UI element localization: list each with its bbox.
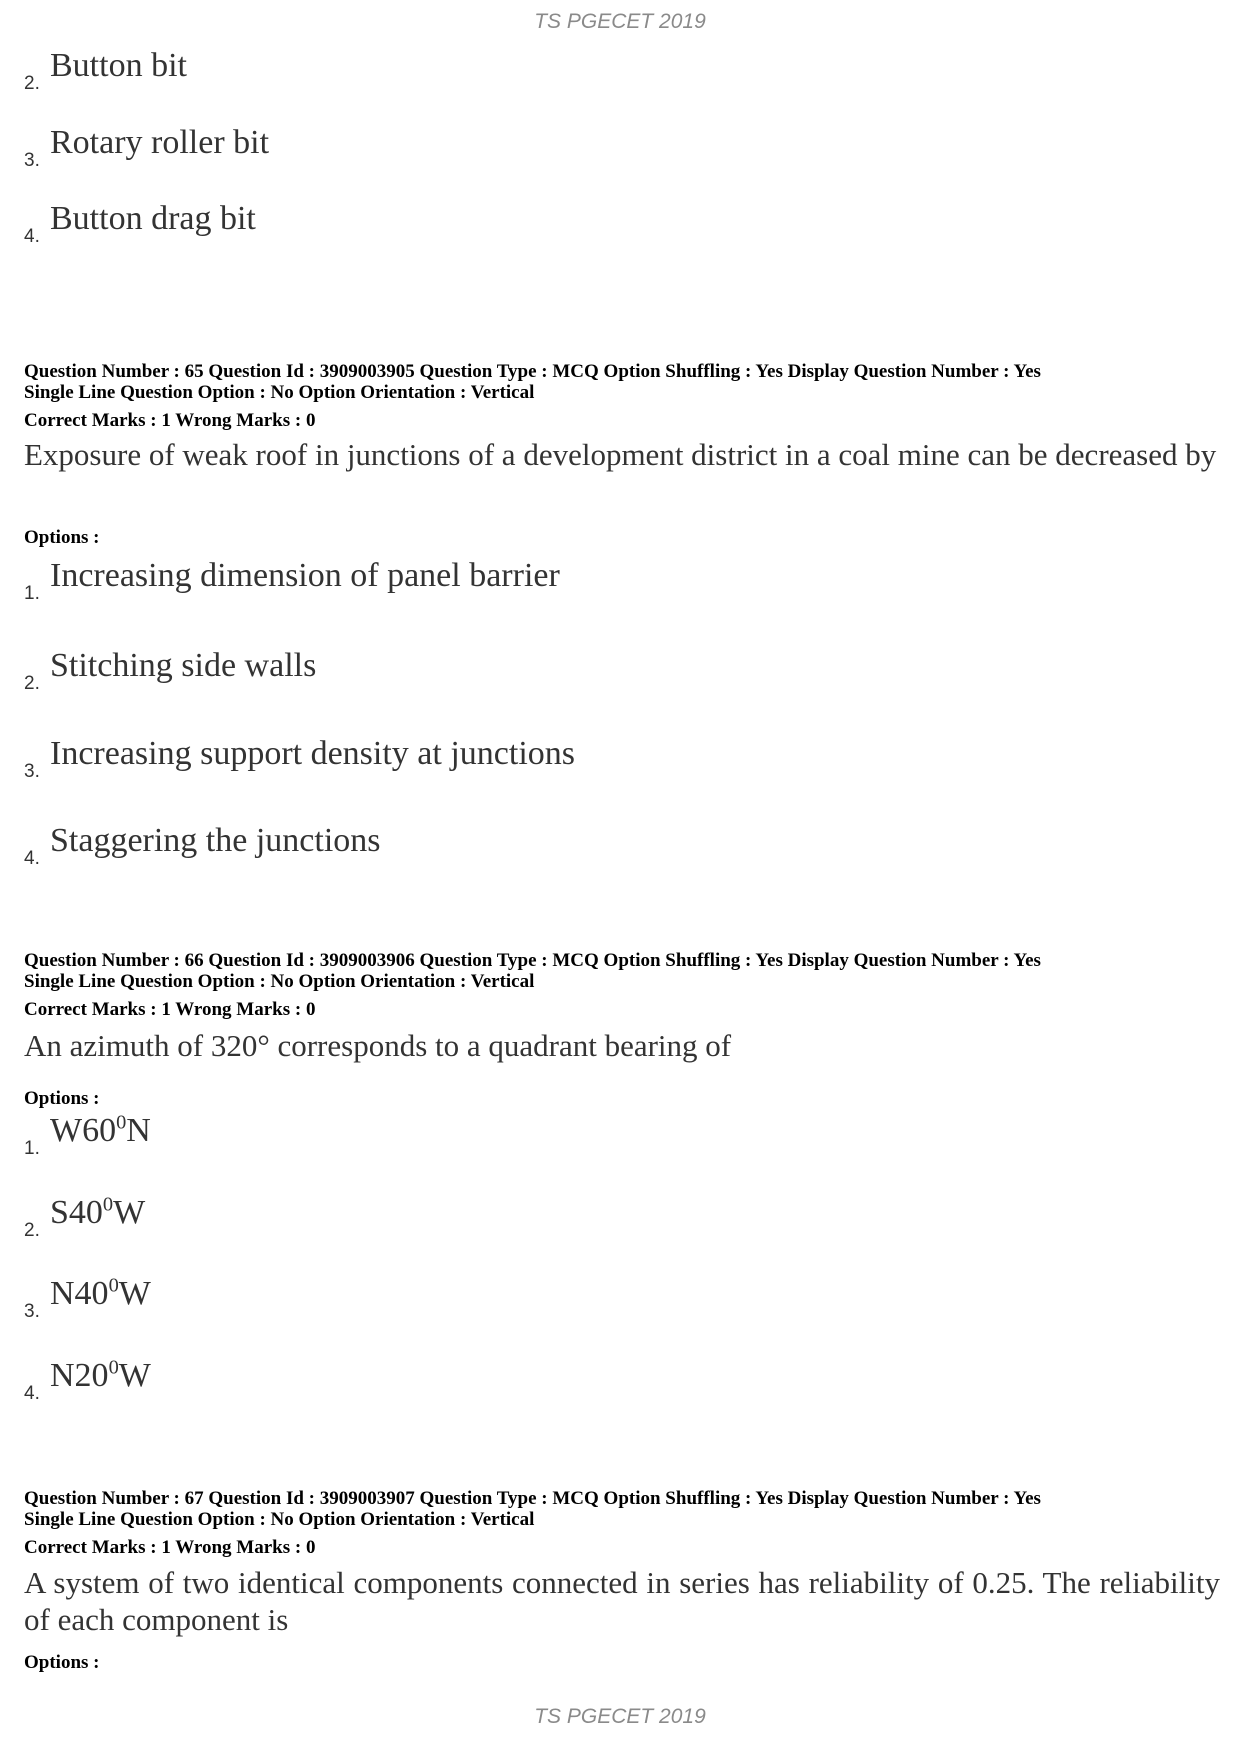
options-label: Options : [24,1652,100,1673]
option-text: $N20^0W$ [50,1356,151,1394]
option-number: 3. [24,150,40,171]
question-marks: Correct Marks : 1 Wrong Marks : 0 [24,410,316,431]
option-number: 3. [24,761,40,782]
question-text: An azimuth of 320° corresponds to a quadrant bearing of [24,1028,732,1063]
option-text: Rotary roller bit [50,124,270,161]
option-number: 3. [24,1301,40,1322]
option-text: $W60^0N$ [50,1111,151,1149]
question-text: Exposure of weak roof in junctions of a development district in a coal mine can be decreased by [24,437,1217,472]
option-text: $S40^0W$ [50,1193,146,1231]
options-label: Options : [24,527,100,548]
option-text: $N40^0W$ [50,1274,151,1312]
option-text: Increasing support density at junctions [50,735,576,772]
page-header: TS PGECET 2019 [534,10,706,33]
option-number: 1. [24,1138,40,1159]
option-number: 1. [24,583,40,604]
question-meta-line: Question Number : 66 Question Id : 3909003906 Question Type : MCQ Option Shuffling : Yes Display Question Number : Yes [24,950,1041,971]
option-number: 4. [24,848,40,869]
page-footer: TS PGECET 2019 [534,1705,706,1728]
option-number: 4. [24,1383,40,1404]
option-text: Staggering the junctions [50,822,381,859]
question-meta-line: Single Line Question Option : No Option Orientation : Vertical [24,1509,535,1530]
question-meta [24,361,1224,403]
option-text: Button bit [50,47,187,84]
option-number: 2. [24,673,40,694]
options-label: Options : [24,1088,100,1109]
option-number: 2. [24,1220,40,1241]
question-meta-line: Single Line Question Option : No Option Orientation : Vertical [24,971,535,992]
option-text: Stitching side walls [50,647,317,684]
question-meta [24,1488,1224,1530]
question-text: A system of two identical components connected in series has reliability of 0.25. The reliability of each component is [24,1565,1220,1637]
option-number: 2. [24,73,40,94]
question-meta [24,950,1224,992]
option-number: 4. [24,226,40,247]
question-meta-line: Question Number : 67 Question Id : 3909003907 Question Type : MCQ Option Shuffling : Yes Display Question Number : Yes [24,1488,1041,1509]
option-text: Button drag bit [50,200,256,237]
question-meta-line: Question Number : 65 Question Id : 3909003905 Question Type : MCQ Option Shuffling : Yes Display Question Number : Yes [24,361,1041,382]
option-text: Increasing dimension of panel barrier [50,557,560,594]
question-marks: Correct Marks : 1 Wrong Marks : 0 [24,999,316,1020]
question-meta-line: Single Line Question Option : No Option Orientation : Vertical [24,382,535,403]
question-marks: Correct Marks : 1 Wrong Marks : 0 [24,1537,316,1558]
